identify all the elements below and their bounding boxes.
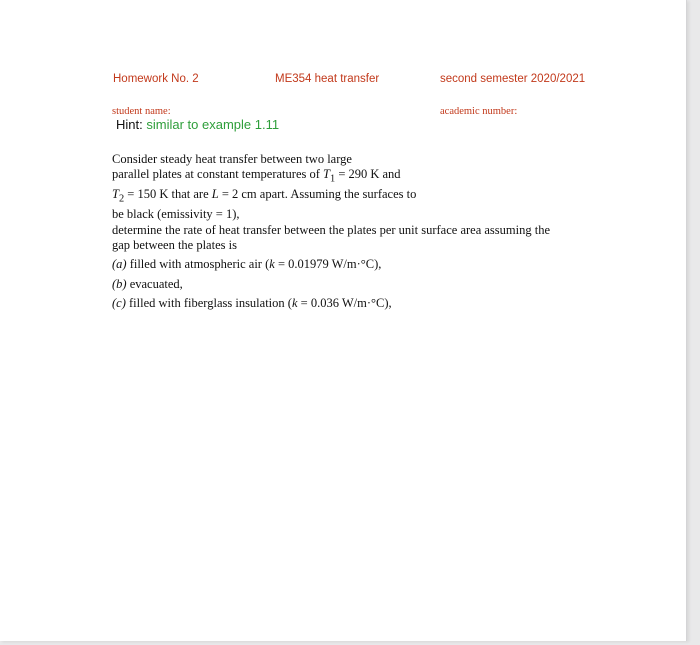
hint-text: similar to example 1.11 (146, 117, 280, 132)
hint-label: Hint: (116, 117, 143, 132)
part-a-label: (a) (112, 257, 127, 272)
part-b (112, 277, 592, 292)
problem-statement (112, 152, 592, 312)
semester-label: second semester 2020/2021 (440, 73, 586, 85)
problem-line (112, 167, 592, 187)
problem-line: Consider steady heat transfer between two large (112, 152, 352, 166)
part-a (112, 257, 592, 272)
part-b-label: (b) (112, 276, 127, 291)
student-name-label: student name: (112, 106, 171, 117)
t2-subscript: 2 (118, 193, 125, 205)
k-symbol: k (291, 296, 298, 311)
homework-number: Homework No. 2 (113, 73, 199, 85)
problem-line: gap between the plates is (112, 238, 237, 253)
problem-line: determine the rate of heat transfer between the plates per unit surface area assuming the (112, 222, 550, 237)
text-run: = 0.01979 W/m·°C), (274, 257, 382, 272)
t1-subscript: 1 (329, 173, 336, 185)
problem-line (112, 187, 592, 207)
part-c (112, 296, 592, 311)
text-run: evacuated, (126, 276, 183, 291)
t2-symbol: T (112, 187, 119, 202)
text-run: = 2 cm apart. Assuming the surfaces to (218, 187, 417, 202)
t1-symbol: T (323, 167, 330, 182)
text-run: = 290 K and (335, 167, 401, 182)
part-c-label: (c) (112, 296, 126, 311)
text-run: = 150 K that are (124, 187, 212, 202)
l-symbol: L (211, 187, 219, 202)
text-run: filled with atmospheric air ( (126, 257, 270, 272)
text-run: filled with fiberglass insulation ( (125, 296, 292, 311)
k-symbol: k (269, 257, 275, 272)
hint-line (116, 117, 279, 132)
academic-number-label: academic number: (440, 106, 518, 117)
course-title: ME354 heat transfer (275, 73, 380, 85)
text-run: parallel plates at constant temperatures of (112, 167, 324, 182)
problem-line: be black (emissivity = 1), (112, 207, 240, 222)
text-run: = 0.036 W/m·°C), (297, 296, 392, 311)
